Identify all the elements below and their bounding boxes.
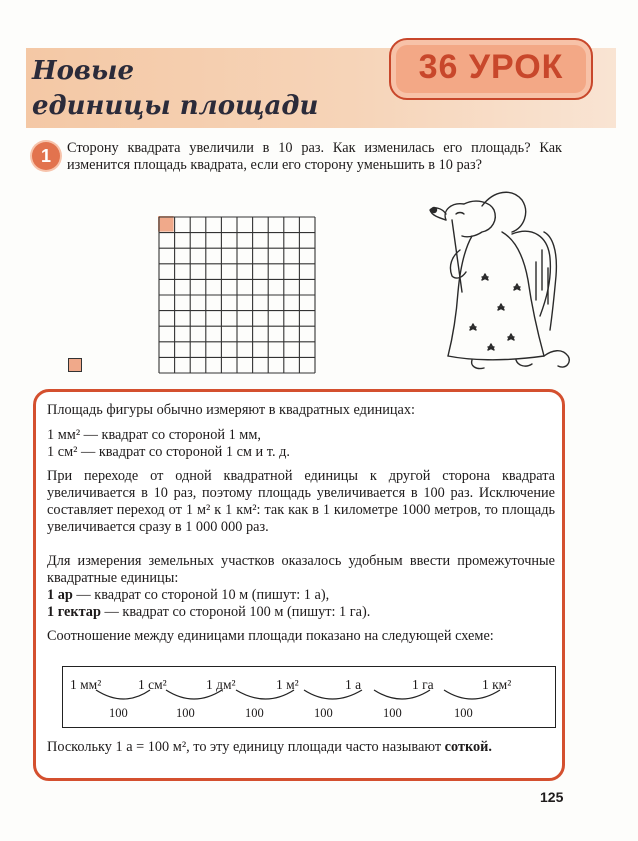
scheme-unit-cm2: 1 см² xyxy=(138,677,167,692)
sotka-note-text: Поскольку 1 а = 100 м², то эту единицу площади часто называют xyxy=(47,739,445,755)
small-unit-square xyxy=(68,358,82,372)
scheme-unit-km2: 1 км² xyxy=(482,677,512,692)
rule-intro: Площадь фигуры обычно измеряют в квадратных единицах: xyxy=(47,402,416,418)
lesson-title-line2: единицы площади xyxy=(32,91,319,121)
scheme-factor: 100 xyxy=(383,706,402,720)
scheme-unit-m2: 1 м² xyxy=(276,677,299,692)
wizard-mouse-illustration xyxy=(412,180,572,372)
scheme-unit-mm2: 1 мм² xyxy=(70,677,102,692)
scheme-factor: 100 xyxy=(176,706,195,720)
rule-hectare-definition xyxy=(47,604,555,621)
scheme-unit-ar: 1 а xyxy=(345,677,362,692)
page-number: 125 xyxy=(540,789,564,805)
lesson-badge xyxy=(389,38,593,100)
highlighted-unit-square xyxy=(158,216,174,232)
rule-land-units-intro: Для измерения земельных участков оказалось удобным ввести промежуточные квадратные единицы: xyxy=(47,553,555,586)
task-number-badge: 1 xyxy=(32,142,60,170)
scheme-factor: 100 xyxy=(245,706,264,720)
ar-term: 1 ар xyxy=(47,587,73,603)
ar-definition: — квадрат со стороной 10 м (пишут: 1 а), xyxy=(72,587,330,603)
lesson-title-line1: Новые xyxy=(32,56,134,86)
square-grid-10x10 xyxy=(158,216,316,374)
scheme-factor: 100 xyxy=(454,706,473,720)
rule-conversion-paragraph: При переходе от одной квадратной единицы к другой сторона квадрата увеличивается в 10 раз, поэтому площадь увеличивается в 100 раз. Исключение составляет переход от 1 м² к 1 км²: так как в 1 километре 1000 метров, то площадь увеличивается сразу в 1 000 000 раз. xyxy=(47,468,555,535)
lesson-title xyxy=(32,54,332,124)
scheme-unit-ha: 1 га xyxy=(412,677,434,692)
rule-sotka-note xyxy=(47,739,555,756)
sotka-term: соткой. xyxy=(444,739,492,755)
scheme-factor: 100 xyxy=(314,706,333,720)
scheme-factor: 100 xyxy=(109,706,128,720)
lesson-badge-label: 36 УРОК xyxy=(418,48,564,86)
hectare-term: 1 гектар xyxy=(47,604,101,620)
grid-lines xyxy=(159,217,315,373)
rule-scheme-intro: Соотношение между единицами площади показано на следующей схеме: xyxy=(47,628,494,644)
rule-mm2-definition: 1 мм² — квадрат со стороной 1 мм, xyxy=(47,427,261,443)
scheme-unit-dm2: 1 дм² xyxy=(206,677,236,692)
hectare-definition: — квадрат со стороной 100 м (пишут: 1 га). xyxy=(100,604,371,620)
task-text: Сторону квадрата увеличили в 10 раз. Как изменилась его площадь? Как изменится площадь квадрата, если его сторону уменьшить в 10 раз? xyxy=(67,140,562,173)
rule-ar-definition xyxy=(47,587,555,604)
rule-cm2-definition: 1 см² — квадрат со стороной 1 см и т. д. xyxy=(47,444,290,460)
